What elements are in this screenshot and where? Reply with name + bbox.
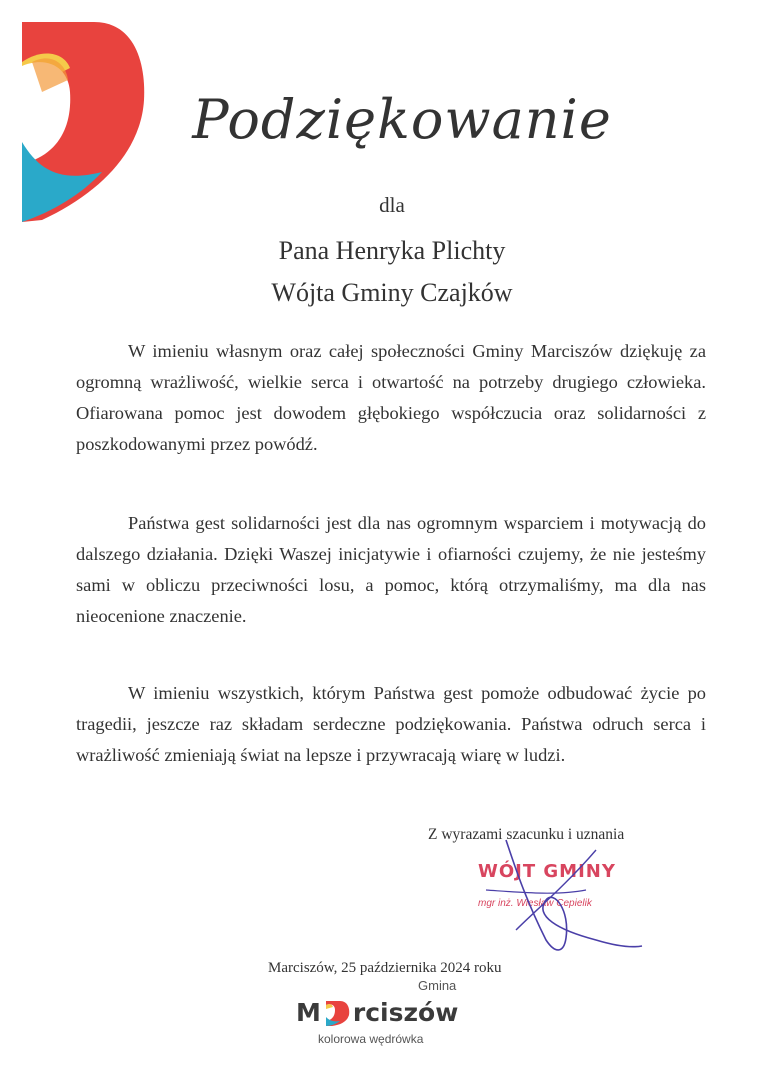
logo-prefix: M [296, 997, 321, 1027]
marciszow-logo [296, 992, 458, 1032]
stamp-title: WÓJT GMINY [478, 861, 616, 882]
recipient-name: Pana Henryka Plichty [278, 236, 506, 265]
stamp-name: mgr inż. Wiesław Cepielik [478, 898, 592, 909]
document-title: Podziękowanie [192, 88, 612, 151]
paragraph-1: W imieniu własnym oraz całej społeczności Gminy Marciszów dziękuję za ogromną wrażliwość, wielkie serca i otwartość na potrzeby drugiego człowieka. Ofiarowana pomoc jest dowodem głębokiego współczucia oraz solidarności z poszkodowanymi przez powódź. [76, 341, 706, 454]
heart-logo-icon [322, 997, 352, 1027]
logo-suffix: rciszów [352, 997, 459, 1027]
preposition: dla [379, 193, 405, 217]
paragraph-2: Państwa gest solidarności jest dla nas ogromnym wsparciem i motywacją do dalszego działania. Dzięki Waszej inicjatywie i ofiarności czujemy, że nie jesteśmy sami w obliczu przeciwności losu, a pomoc, którą otrzymaliśmy, ma dla nas nieocenione znaczenie. [76, 513, 706, 626]
place-date: Marciszów, 25 października 2024 roku [268, 960, 502, 976]
handwritten-signature [446, 830, 646, 960]
tagline: kolorowa wędrówka [318, 1032, 424, 1046]
closing-line: Z wyrazami szacunku i uznania [428, 826, 625, 843]
gmina-label: Gmina [418, 978, 457, 993]
paragraph-3: W imieniu wszystkich, którym Państwa gest pomoże odbudować życie po tragedii, jeszcze raz składam serdeczne podziękowania. Państwa odruch serca i wrażliwość zmieniają świat na lepsze i przywracają wiarę w ludzi. [76, 683, 706, 765]
recipient-title: Wójta Gminy Czajków [271, 278, 513, 307]
